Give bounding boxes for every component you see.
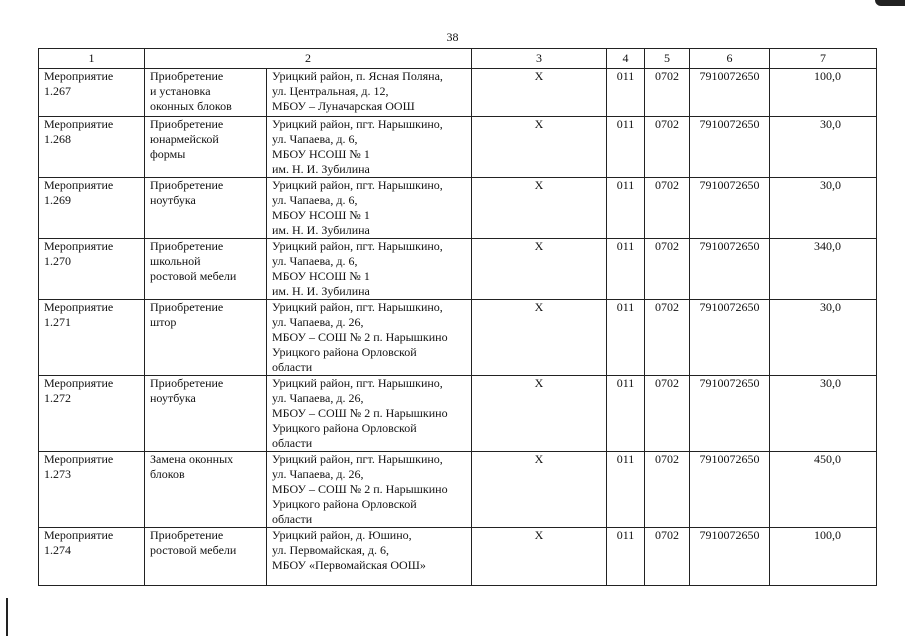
event-name-cell-line: ростовой мебели: [150, 543, 237, 557]
event-address-cell: [267, 452, 472, 528]
event-id-cell: [39, 528, 145, 586]
event-address-cell: [267, 117, 472, 178]
marker-cell: Х: [472, 452, 607, 528]
event-address-cell-line: Урицкий район, пгт. Нарышкино,: [272, 117, 443, 131]
code-cell: 011: [607, 69, 645, 117]
event-address-cell-line: Урицкий район, пгт. Нарышкино,: [272, 376, 443, 390]
event-address-cell-line: Урицкий район, пгт. Нарышкино,: [272, 178, 443, 192]
target-code-cell: 7910072650: [690, 376, 770, 452]
event-id-cell-line: Мероприятие: [44, 69, 114, 83]
table-row: [39, 117, 877, 178]
event-id-cell: [39, 300, 145, 376]
event-id-cell-line: Мероприятие: [44, 117, 114, 131]
event-id-cell-line: 1.273: [44, 467, 71, 481]
event-address-cell-line: области: [272, 436, 313, 450]
code-cell: 011: [607, 117, 645, 178]
header-cell-6: 6: [690, 49, 770, 69]
event-name-cell: [145, 528, 267, 586]
event-name-cell-line: Замена оконных: [150, 452, 234, 466]
code-cell: 011: [607, 376, 645, 452]
marker-cell: Х: [472, 300, 607, 376]
event-name-cell-line: ноутбука: [150, 193, 196, 207]
event-name-cell-line: штор: [150, 315, 177, 329]
event-address-cell-line: области: [272, 512, 313, 526]
event-name-cell-line: юнармейской: [150, 132, 219, 146]
event-id-cell: [39, 69, 145, 117]
marker-cell: Х: [472, 376, 607, 452]
event-id-cell-line: 1.270: [44, 254, 71, 268]
event-name-cell-line: Приобретение: [150, 376, 224, 390]
table-row: [39, 69, 877, 117]
event-address-cell-line: им. Н. И. Зубилина: [272, 223, 370, 237]
target-code-cell: 7910072650: [690, 239, 770, 300]
event-address-cell-line: Урицкий район, пгт. Нарышкино,: [272, 300, 443, 314]
event-id-cell-line: Мероприятие: [44, 300, 114, 314]
event-address-cell-line: ул. Чапаева, д. 26,: [272, 315, 364, 329]
event-address-cell-line: МБОУ – СОШ № 2 п. Нарышкино: [272, 330, 448, 344]
event-name-cell-line: ноутбука: [150, 391, 196, 405]
event-id-cell-line: Мероприятие: [44, 239, 114, 253]
event-address-cell-line: ул. Чапаева, д. 26,: [272, 467, 364, 481]
table-row: [39, 300, 877, 376]
event-address-cell-line: МБОУ НСОШ № 1: [272, 208, 370, 222]
marker-cell: Х: [472, 528, 607, 586]
marker-cell: Х: [472, 117, 607, 178]
event-address-cell-line: ул. Чапаева, д. 6,: [272, 132, 358, 146]
scan-corner-mark: [875, 0, 905, 6]
target-code-cell: 7910072650: [690, 69, 770, 117]
event-address-cell-line: Урицкий район, д. Юшино,: [272, 528, 412, 542]
amount-cell: 30,0: [770, 376, 877, 452]
code-cell: 011: [607, 528, 645, 586]
table-row: [39, 528, 877, 586]
event-name-cell-line: Приобретение: [150, 528, 224, 542]
marker-cell: Х: [472, 239, 607, 300]
event-address-cell: [267, 376, 472, 452]
event-name-cell: [145, 376, 267, 452]
section-cell: 0702: [645, 376, 690, 452]
event-name-cell-line: блоков: [150, 467, 185, 481]
event-id-cell-line: 1.269: [44, 193, 71, 207]
event-name-cell: [145, 239, 267, 300]
event-name-cell-line: и установка: [150, 84, 211, 98]
event-id-cell-line: 1.271: [44, 315, 71, 329]
event-name-cell: [145, 69, 267, 117]
header-cell-4: 4: [607, 49, 645, 69]
section-cell: 0702: [645, 452, 690, 528]
event-address-cell-line: Урицкий район, пгт. Нарышкино,: [272, 239, 443, 253]
target-code-cell: 7910072650: [690, 300, 770, 376]
event-name-cell-line: оконных блоков: [150, 99, 232, 113]
event-id-cell-line: Мероприятие: [44, 376, 114, 390]
event-address-cell-line: ул. Чапаева, д. 6,: [272, 193, 358, 207]
budget-table: [38, 48, 877, 586]
event-name-cell-line: Приобретение: [150, 117, 224, 131]
table-header-row: [39, 49, 877, 69]
marker-cell: Х: [472, 69, 607, 117]
section-cell: 0702: [645, 239, 690, 300]
event-id-cell-line: Мероприятие: [44, 452, 114, 466]
event-address-cell-line: МБОУ НСОШ № 1: [272, 269, 370, 283]
event-id-cell-line: Мероприятие: [44, 178, 114, 192]
amount-cell: 30,0: [770, 117, 877, 178]
code-cell: 011: [607, 452, 645, 528]
section-cell: 0702: [645, 117, 690, 178]
event-address-cell-line: ул. Первомайская, д. 6,: [272, 543, 389, 557]
header-cell-7: 7: [770, 49, 877, 69]
event-id-cell-line: 1.268: [44, 132, 71, 146]
header-cell-3: 3: [472, 49, 607, 69]
event-address-cell: [267, 69, 472, 117]
event-name-cell: [145, 300, 267, 376]
event-address-cell-line: Урицкого района Орловской: [272, 345, 417, 359]
section-cell: 0702: [645, 69, 690, 117]
event-id-cell: [39, 239, 145, 300]
event-id-cell-line: 1.272: [44, 391, 71, 405]
event-name-cell-line: ростовой мебели: [150, 269, 237, 283]
code-cell: 011: [607, 300, 645, 376]
event-address-cell: [267, 239, 472, 300]
table-row: [39, 239, 877, 300]
event-id-cell-line: Мероприятие: [44, 528, 114, 542]
event-id-cell: [39, 178, 145, 239]
event-address-cell: [267, 528, 472, 586]
event-address-cell-line: МБОУ «Первомайская ООШ»: [272, 558, 426, 572]
header-cell-1: 1: [39, 49, 145, 69]
event-address-cell-line: МБОУ – СОШ № 2 п. Нарышкино: [272, 406, 448, 420]
section-cell: 0702: [645, 528, 690, 586]
event-name-cell-line: Приобретение: [150, 300, 224, 314]
code-cell: 011: [607, 178, 645, 239]
event-address-cell-line: МБОУ НСОШ № 1: [272, 147, 370, 161]
event-address-cell-line: ул. Чапаева, д. 26,: [272, 391, 364, 405]
event-name-cell: [145, 178, 267, 239]
target-code-cell: 7910072650: [690, 178, 770, 239]
event-address-cell-line: им. Н. И. Зубилина: [272, 162, 370, 176]
event-address-cell-line: Урицкий район, пгт. Нарышкино,: [272, 452, 443, 466]
event-name-cell-line: школьной: [150, 254, 201, 268]
event-address-cell-line: МБОУ – СОШ № 2 п. Нарышкино: [272, 482, 448, 496]
amount-cell: 30,0: [770, 178, 877, 239]
event-address-cell-line: им. Н. И. Зубилина: [272, 284, 370, 298]
amount-cell: 100,0: [770, 69, 877, 117]
event-address-cell-line: области: [272, 360, 313, 374]
event-address-cell-line: МБОУ – Луначарская ООШ: [272, 99, 415, 113]
event-id-cell-line: 1.274: [44, 543, 71, 557]
event-address-cell: [267, 300, 472, 376]
event-address-cell-line: ул. Чапаева, д. 6,: [272, 254, 358, 268]
event-name-cell-line: формы: [150, 147, 186, 161]
table-row: [39, 376, 877, 452]
event-name-cell: [145, 117, 267, 178]
section-cell: 0702: [645, 300, 690, 376]
target-code-cell: 7910072650: [690, 452, 770, 528]
table-row: [39, 452, 877, 528]
event-id-cell: [39, 117, 145, 178]
section-cell: 0702: [645, 178, 690, 239]
event-address-cell-line: Урицкого района Орловской: [272, 497, 417, 511]
event-address-cell-line: Урицкий район, п. Ясная Поляна,: [272, 69, 443, 83]
target-code-cell: 7910072650: [690, 117, 770, 178]
event-name-cell: [145, 452, 267, 528]
event-address-cell-line: Урицкого района Орловской: [272, 421, 417, 435]
header-cell-5: 5: [645, 49, 690, 69]
amount-cell: 450,0: [770, 452, 877, 528]
amount-cell: 340,0: [770, 239, 877, 300]
target-code-cell: 7910072650: [690, 528, 770, 586]
event-id-cell: [39, 376, 145, 452]
marker-cell: Х: [472, 178, 607, 239]
page-number: 38: [446, 30, 459, 44]
event-name-cell-line: Приобретение: [150, 69, 224, 83]
event-address-cell: [267, 178, 472, 239]
amount-cell: 30,0: [770, 300, 877, 376]
code-cell: 011: [607, 239, 645, 300]
header-cell-2: 2: [145, 49, 472, 69]
amount-cell: 100,0: [770, 528, 877, 586]
scan-edge-mark: [6, 598, 8, 636]
event-name-cell-line: Приобретение: [150, 178, 224, 192]
event-address-cell-line: ул. Центральная, д. 12,: [272, 84, 389, 98]
event-name-cell-line: Приобретение: [150, 239, 224, 253]
event-id-cell-line: 1.267: [44, 84, 71, 98]
event-id-cell: [39, 452, 145, 528]
table-row: [39, 178, 877, 239]
